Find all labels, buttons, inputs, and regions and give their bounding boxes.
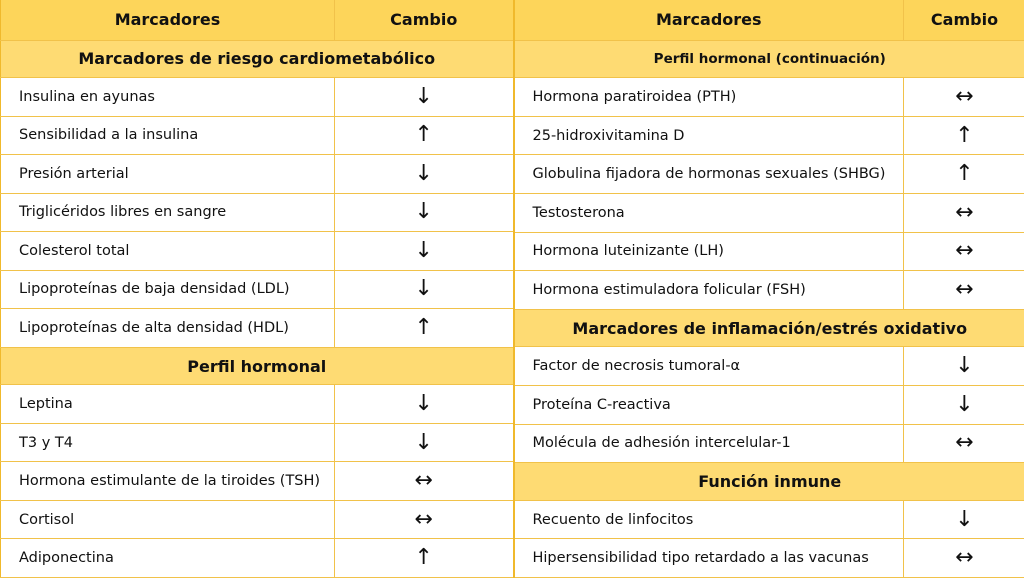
marker-name: Hormona paratiroidea (PTH)	[514, 78, 904, 117]
table-row	[1, 423, 513, 462]
marker-name: Cortisol	[1, 500, 335, 539]
marker-name: Colesterol total	[1, 232, 335, 271]
section-title-immune: Función inmune	[514, 463, 1024, 501]
change-arrow-icon: ↓	[904, 500, 1024, 539]
change-column-header: Cambio	[335, 0, 513, 40]
change-arrow-icon: ↔	[904, 232, 1024, 271]
table-row	[1, 500, 513, 539]
markers-column-header: Marcadores	[514, 0, 904, 40]
change-column-header: Cambio	[904, 0, 1024, 40]
change-arrow-icon: ↑	[904, 155, 1024, 194]
marker-name: Hormona estimulante de la tiroides (TSH)	[1, 462, 335, 501]
table-row	[1, 539, 513, 578]
section-title-hormonal: Perfil hormonal	[1, 347, 513, 385]
change-arrow-icon: ↑	[335, 539, 513, 578]
table-row	[1, 193, 513, 232]
change-arrow-icon: ↔	[904, 539, 1024, 578]
change-arrow-icon: ↓	[335, 155, 513, 194]
table-row	[514, 271, 1024, 310]
marker-name: Leptina	[1, 385, 335, 424]
section-header-row	[1, 347, 513, 385]
table-row	[1, 270, 513, 309]
marker-name: Adiponectina	[1, 539, 335, 578]
change-arrow-icon: ↔	[904, 193, 1024, 232]
marker-name: Hipersensibilidad tipo retardado a las vacunas	[514, 539, 904, 578]
marker-name: Proteína C-reactiva	[514, 385, 904, 424]
marker-name: Sensibilidad a la insulina	[1, 116, 335, 155]
change-arrow-icon: ↔	[335, 462, 513, 501]
marker-name: 25-hidroxivitamina D	[514, 116, 904, 155]
section-header-row	[514, 40, 1024, 78]
marker-name: T3 y T4	[1, 423, 335, 462]
marker-name: Presión arterial	[1, 155, 335, 194]
marker-name: Recuento de linfocitos	[514, 500, 904, 539]
change-arrow-icon: ↓	[335, 385, 513, 424]
section-header-row	[1, 40, 513, 78]
table-row	[514, 155, 1024, 194]
change-arrow-icon: ↑	[335, 309, 513, 348]
marker-name: Testosterona	[514, 193, 904, 232]
table-row	[514, 385, 1024, 424]
change-arrow-icon: ↓	[335, 193, 513, 232]
section-title-hormonal-continued: Perfil hormonal (continuación)	[514, 40, 1024, 78]
change-arrow-icon: ↓	[904, 347, 1024, 386]
table-row	[514, 424, 1024, 463]
marker-name: Hormona estimuladora folicular (FSH)	[514, 271, 904, 310]
change-arrow-icon: ↔	[904, 271, 1024, 310]
table-row	[514, 347, 1024, 386]
marker-name: Triglicéridos libres en sangre	[1, 193, 335, 232]
marker-name: Insulina en ayunas	[1, 78, 335, 117]
table-row	[514, 78, 1024, 117]
marker-name: Lipoproteínas de alta densidad (HDL)	[1, 309, 335, 348]
marker-name: Lipoproteínas de baja densidad (LDL)	[1, 270, 335, 309]
table-row	[1, 116, 513, 155]
change-arrow-icon: ↔	[904, 78, 1024, 117]
table-header-row	[514, 0, 1024, 40]
change-arrow-icon: ↓	[904, 385, 1024, 424]
table-row	[1, 385, 513, 424]
change-arrow-icon: ↓	[335, 423, 513, 462]
markers-table-left	[0, 0, 513, 578]
markers-column-header: Marcadores	[1, 0, 335, 40]
marker-name: Factor de necrosis tumoral-α	[514, 347, 904, 386]
table-row	[1, 462, 513, 501]
table-row	[1, 309, 513, 348]
change-arrow-icon: ↓	[335, 78, 513, 117]
marker-name: Molécula de adhesión intercelular-1	[514, 424, 904, 463]
markers-table-right	[513, 0, 1024, 578]
table-row	[514, 232, 1024, 271]
marker-name: Globulina fijadora de hormonas sexuales (SHBG)	[514, 155, 904, 194]
table-row	[1, 232, 513, 271]
table-row	[1, 155, 513, 194]
section-title-inflammation: Marcadores de inflamación/estrés oxidativo	[514, 309, 1024, 347]
change-arrow-icon: ↓	[335, 232, 513, 271]
section-title-cardiometabolic: Marcadores de riesgo cardiometabólico	[1, 40, 513, 78]
change-arrow-icon: ↔	[904, 424, 1024, 463]
table-row	[514, 116, 1024, 155]
change-arrow-icon: ↓	[335, 270, 513, 309]
section-header-row	[514, 463, 1024, 501]
change-arrow-icon: ↑	[904, 116, 1024, 155]
table-row	[1, 78, 513, 117]
marker-name: Hormona luteinizante (LH)	[514, 232, 904, 271]
table-header-row	[1, 0, 513, 40]
section-header-row	[514, 309, 1024, 347]
table-row	[514, 500, 1024, 539]
table-row	[514, 539, 1024, 578]
change-arrow-icon: ↑	[335, 116, 513, 155]
table-row	[514, 193, 1024, 232]
change-arrow-icon: ↔	[335, 500, 513, 539]
